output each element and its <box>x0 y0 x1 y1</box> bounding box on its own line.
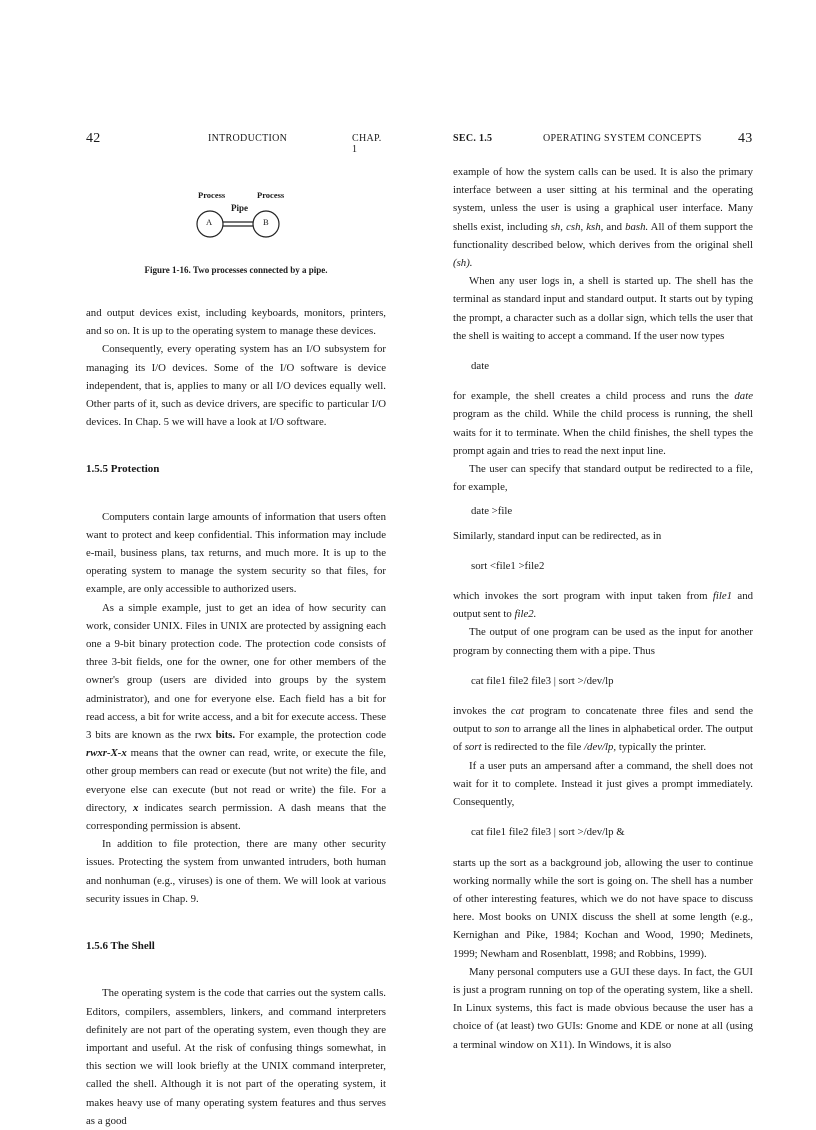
node-b-label: B <box>263 217 269 227</box>
node-a-label: A <box>206 217 213 227</box>
figure-caption: Figure 1-16. Two processes connected by a pipe. <box>144 265 328 275</box>
figure-label-process-a: Process <box>198 190 226 200</box>
section-heading-protection: 1.5.5 Protection <box>86 463 160 476</box>
section-label: SEC. 1.5 <box>453 133 493 144</box>
paragraph: As a simple example, just to get an idea of how security can work, consider UNIX. Files in UNIX are protected by assigning each one a 9-bit binary protection code. The protection code consists of three 3-bit fields, one for the owner, one for other members of the owner's group (users are divided into groups by the system administrator), and one for everyone else. Each field has a bit for read access, a bit for write access, and a bit for execute access. These 3 bits are known as the rwx bits. For example, the protection code rwxr-X-x means that the owner can read, write, or execute the file, other group members can read or execute (but not write) the file, and everyone else can execute (but not read or write) the file. For a directory, x indicates search permission. A dash means that the corresponding permission is absent. <box>86 601 386 833</box>
code-example: cat file1 file2 file3 | sort >/dev/lp & <box>471 826 625 839</box>
pipe-label: Pipe <box>231 203 248 213</box>
running-title: INTRODUCTION <box>208 133 288 144</box>
right-header <box>453 133 753 153</box>
paragraph: If a user puts an ampersand after a command, the shell does not wait for it to complete. Instead it just gives a prompt immediately. Consequently, <box>453 759 753 809</box>
page-number: 43 <box>738 131 753 146</box>
left-body <box>86 304 386 1130</box>
paragraph: The user can specify that standard output be redirected to a file, for example, <box>453 463 753 494</box>
right-body <box>453 163 753 1054</box>
figure-label-process-b: Process <box>257 190 285 200</box>
paragraph: which invokes the sort program with input taken from file1 and output sent to file2. <box>453 590 753 621</box>
code-example: cat file1 file2 file3 | sort >/dev/lp <box>471 674 614 687</box>
paragraph: The output of one program can be used as the input for another program by connecting them with a pipe. Thus <box>453 626 753 657</box>
paragraph: When any user logs in, a shell is started up. The shell has the terminal as standard input and standard output. It starts out by typing the prompt, a character such as a dollar sign, which tells the user that the shell is waiting to accept a command. If the user now types <box>453 275 753 342</box>
paragraph: for example, the shell creates a child process and runs the date program as the child. While the child process is running, the shell waits for it to terminate. When the child finishes, the shell types the prompt again and tries to read the next input line. <box>453 390 753 457</box>
code-example: date <box>471 360 489 373</box>
paragraph: The operating system is the code that carries out the system calls. Editors, compilers, assemblers, linkers, and command interpreters definitely are not part of the operating system, even though they are important and useful. At the risk of confusing things somewhat, in this section we will look briefly at the UNIX command interpreter, called the shell. Although it is not part of the operating system, it makes heavy use of many operating system features and thus serves as a good <box>86 987 386 1127</box>
paragraph: starts up the sort as a background job, allowing the user to continue working normally while the sort is going on. The shell has a number of other interesting features, which we do not have space to discuss here. Most books on UNIX discuss the shell at some length (e.g., Kernighan and Pike, 1984; Kochan and Wood, 1990; Medinets, 1999; Newham and Rosenblatt, 1998; and Robbins, 1999). <box>453 856 753 960</box>
paragraph: Computers contain large amounts of information that users often want to protect and keep confidential. This information may include e-mail, business plans, tax returns, and much more. It is up to the operating system to manage the system security so that files, for example, are only accessible to authorized users. <box>86 510 386 596</box>
paragraph: Similarly, standard input can be redirected, as in <box>453 529 662 542</box>
paragraph: invokes the cat program to concatenate three files and send the output to son to arrange all the lines in alphabetical order. The output of sort is redirected to the file /dev/lp, typically the printer. <box>453 705 754 754</box>
section-heading-shell: 1.5.6 The Shell <box>86 940 155 953</box>
paragraph: example of how the system calls can be used. It is also the primary interface between a user sitting at his terminal and the operating system, unless the user is using a graphical user interface. Many shells exist, including sh, csh, ksh, and bash. All of them support the functionality described below, which derives from the original shell (sh). <box>453 166 753 270</box>
chapter-label: CHAP. 1 <box>352 133 382 155</box>
running-title: OPERATING SYSTEM CONCEPTS <box>543 133 702 144</box>
code-example: sort <file1 >file2 <box>471 559 545 572</box>
paragraph: In addition to file protection, there are many other security issues. Protecting the system from unwanted intruders, both human and nonhuman (e.g., viruses) is one of them. We will look at various security issues in Chap. 9. <box>86 838 386 905</box>
page-number: 42 <box>86 131 101 146</box>
left-header <box>86 133 386 153</box>
paragraph: and output devices exist, including keyboards, monitors, printers, and so on. It is up to the operating system to manage these devices. <box>86 307 386 338</box>
paragraph: Consequently, every operating system has an I/O subsystem for managing its I/O devices. Some of the I/O software is device independent, that is, applies to many or all I/O devices equally well. Other parts of it, such as device drivers, are specific to particular I/O devices. In Chap. 5 we will have a look at I/O software. <box>86 343 386 429</box>
paragraph: Many personal computers use a GUI these days. In fact, the GUI is just a program running on top of the operating system, like a shell. In Linux systems, this fact is made obvious because the user has a choice of (at least) two GUIs: Gnome and KDE or none at all (using a terminal window on X11). In Windows, it is also <box>453 965 753 1051</box>
code-example: date >file <box>471 505 513 518</box>
